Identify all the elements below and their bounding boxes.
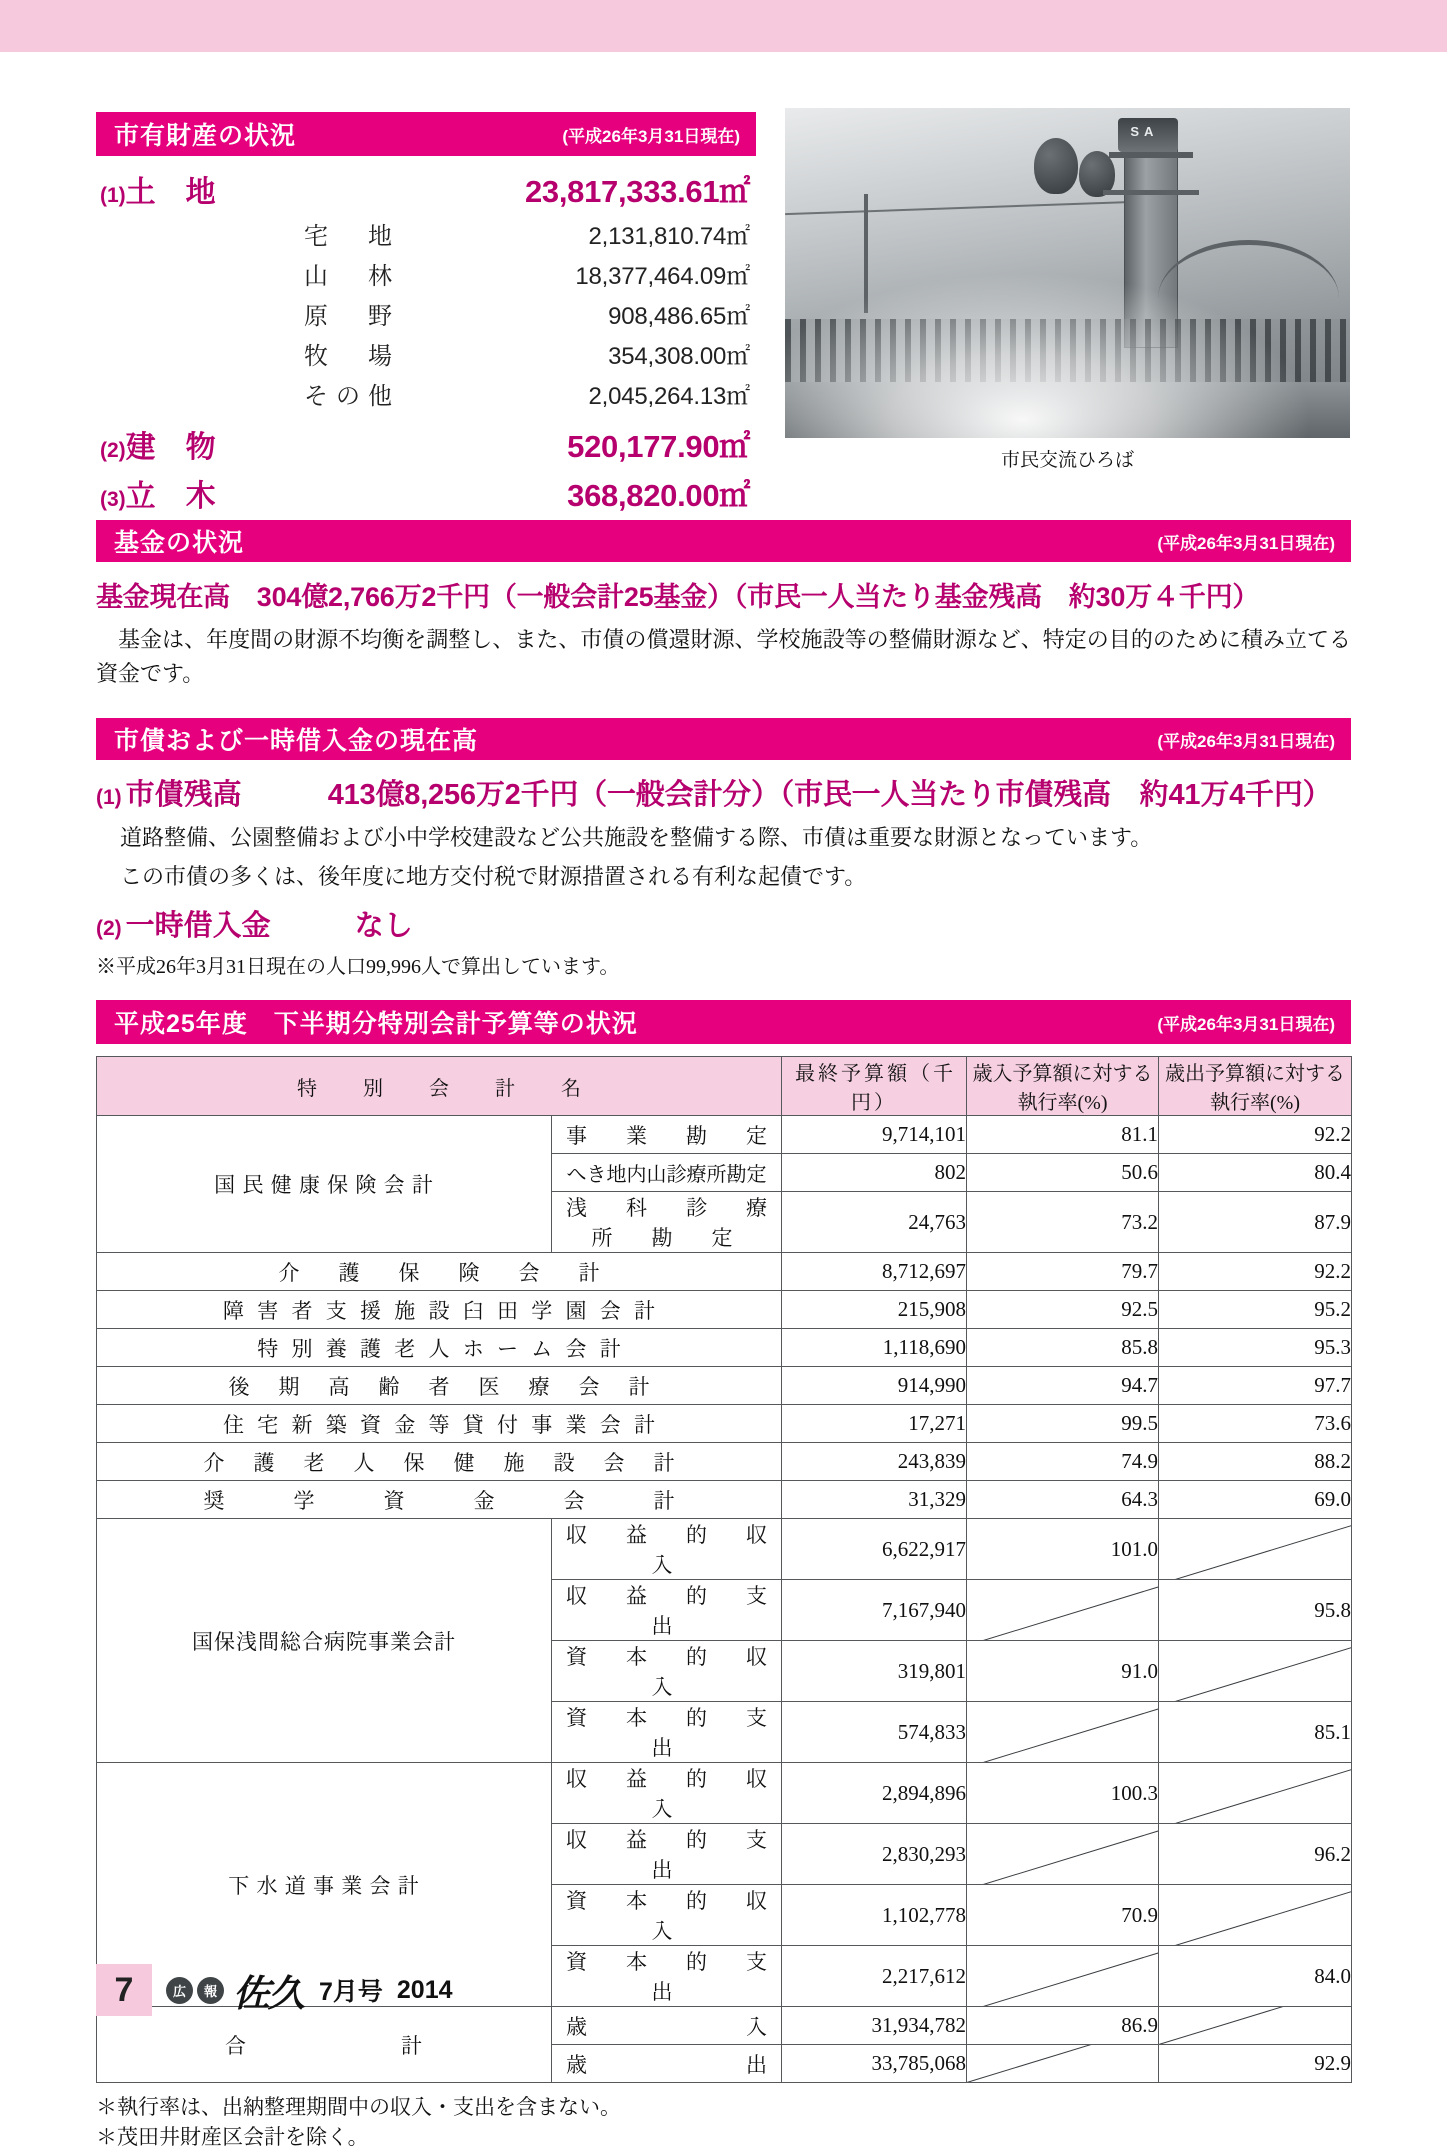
property-name-land: 土 地	[125, 176, 216, 209]
fund-section-date: (平成26年3月31日現在)	[1157, 533, 1335, 553]
table-row	[97, 1253, 1352, 1291]
property-row-land	[96, 166, 756, 211]
table-row	[97, 1481, 1352, 1519]
table-row	[97, 1116, 1352, 1154]
property-section-bar	[96, 112, 756, 156]
photo-tower-sign	[1118, 118, 1178, 152]
cell-expenditure-exec-rate	[1159, 1763, 1352, 1824]
land-breakdown-row	[96, 216, 756, 251]
cell-revenue-exec-rate: 73.2	[967, 1192, 1159, 1253]
cell-final-budget: 802	[782, 1154, 967, 1192]
cell-final-budget: 1,118,690	[782, 1329, 967, 1367]
cell-expenditure-exec-rate: 85.1	[1159, 1702, 1352, 1763]
cell-expenditure-exec-rate: 88.2	[1159, 1443, 1352, 1481]
cell-expenditure-exec-rate	[1159, 1885, 1352, 1946]
section-bond	[96, 718, 1351, 979]
property-value-land: 23,817,333.61㎡	[524, 174, 750, 209]
bond-item2-value: なし	[354, 910, 413, 942]
cell-final-budget: 31,934,782	[782, 2007, 967, 2045]
table-row	[97, 1367, 1352, 1405]
table-note-2: ＊茂田井財産区会計を除く。	[96, 2124, 369, 2149]
cell-account-sub: 歳 入	[552, 2007, 782, 2045]
cell-expenditure-exec-rate: 95.8	[1159, 1580, 1352, 1641]
table-section-bar	[96, 1000, 1351, 1044]
cell-revenue-exec-rate: 74.9	[967, 1443, 1159, 1481]
property-no-land: (1)	[100, 184, 126, 207]
cell-account-sub: 収 益 的 収 入	[552, 1763, 782, 1824]
land-breakdown-value: 908,486.65㎡	[608, 303, 750, 330]
cell-account-name: 介 護 老 人 保 健 施 設 会 計	[97, 1443, 782, 1481]
property-section-date: (平成26年3月31日現在)	[562, 126, 740, 146]
cell-account-sub: 歳 出	[552, 2045, 782, 2083]
cell-expenditure-exec-rate	[1159, 2007, 1352, 2045]
cell-revenue-exec-rate: 92.5	[967, 1291, 1159, 1329]
bond-item2-no: (2)	[96, 917, 122, 940]
table-section-date: (平成26年3月31日現在)	[1157, 1014, 1335, 1034]
cell-account-name: 障 害 者 支 援 施 設 臼 田 学 園 会 計	[97, 1291, 782, 1329]
cell-expenditure-exec-rate: 92.9	[1159, 2045, 1352, 2083]
cell-revenue-exec-rate	[967, 2045, 1159, 2083]
table-note-1: ＊執行率は、出納整理期間中の収入・支出を含まない。	[96, 2095, 621, 2119]
cell-account-group: 合 計	[97, 2007, 552, 2083]
cell-account-sub: へき地内山診療所勘定	[552, 1154, 782, 1192]
cell-final-budget: 2,894,896	[782, 1763, 967, 1824]
bond-item1-no: (1)	[96, 786, 122, 809]
table-body	[97, 1116, 1352, 2083]
table-row	[97, 1329, 1352, 1367]
land-breakdown-name: 牧 場	[304, 343, 400, 370]
cell-revenue-exec-rate: 79.7	[967, 1253, 1159, 1291]
cell-account-name: 後 期 高 齢 者 医 療 会 計	[97, 1367, 782, 1405]
cell-expenditure-exec-rate	[1159, 1519, 1352, 1580]
table-row	[97, 1519, 1352, 1580]
land-breakdown-row	[96, 376, 756, 411]
cell-final-budget: 6,622,917	[782, 1519, 967, 1580]
cell-account-sub: 収 益 的 収 入	[552, 1519, 782, 1580]
fund-section-bar	[96, 520, 1351, 562]
masthead-logo: 佐久	[233, 1971, 303, 2015]
photo-balloon	[1034, 138, 1078, 194]
cell-expenditure-exec-rate: 87.9	[1159, 1192, 1352, 1253]
property-no-building: (2)	[100, 439, 126, 462]
cell-account-name: 介 護 保 険 会 計	[97, 1253, 782, 1291]
table-section-title: 平成25年度 下半期分特別会計予算等の状況	[114, 1010, 638, 1038]
cell-account-sub: 収 益 的 支 出	[552, 1824, 782, 1885]
page-footer	[96, 1963, 796, 2017]
property-no-timber: (3)	[100, 488, 126, 511]
land-breakdown-value: 2,045,264.13㎡	[588, 383, 750, 410]
section-fund	[96, 520, 1351, 691]
cell-revenue-exec-rate: 86.9	[967, 2007, 1159, 2045]
fund-section-title: 基金の状況	[114, 529, 245, 557]
property-name-timber: 立 木	[125, 480, 216, 513]
cell-final-budget: 215,908	[782, 1291, 967, 1329]
cell-final-budget: 1,102,778	[782, 1885, 967, 1946]
cell-account-sub: 事 業 勘 定	[552, 1116, 782, 1154]
cell-expenditure-exec-rate: 80.4	[1159, 1154, 1352, 1192]
special-accounts-table	[96, 1056, 1352, 2083]
header-final-budget: 最終予算額（千円）	[782, 1057, 967, 1116]
cell-expenditure-exec-rate: 95.3	[1159, 1329, 1352, 1367]
cell-final-budget: 31,329	[782, 1481, 967, 1519]
cell-revenue-exec-rate: 99.5	[967, 1405, 1159, 1443]
property-label-timber	[96, 471, 346, 515]
cell-final-budget: 24,763	[782, 1192, 967, 1253]
section-city-property	[96, 112, 756, 515]
header-expenditure-exec-rate: 歳出予算額に対する執行率(%)	[1159, 1057, 1352, 1116]
property-label-land	[96, 167, 346, 211]
cell-revenue-exec-rate: 70.9	[967, 1885, 1159, 1946]
cell-expenditure-exec-rate: 96.2	[1159, 1824, 1352, 1885]
header-account-name: 特 別 会 計 名	[97, 1057, 782, 1116]
cell-final-budget: 7,167,940	[782, 1580, 967, 1641]
cell-expenditure-exec-rate: 92.2	[1159, 1116, 1352, 1154]
cell-final-budget: 914,990	[782, 1367, 967, 1405]
land-breakdown-value: 18,377,464.09㎡	[575, 263, 750, 290]
table-row	[97, 1763, 1352, 1824]
bond-item2-label: 一時借入金	[125, 910, 271, 942]
photo-caption: 市民交流ひろば	[1000, 450, 1134, 471]
bond-item1-label: 市債残高	[125, 779, 242, 811]
property-value-timber: 368,820.00㎡	[567, 478, 750, 513]
page-number: 7	[114, 1970, 134, 2009]
bond-section-bar	[96, 718, 1351, 760]
header-revenue-exec-rate: 歳入予算額に対する執行率(%)	[967, 1057, 1159, 1116]
cell-account-sub: 資 本 的 収 入	[552, 1641, 782, 1702]
cell-final-budget: 243,839	[782, 1443, 967, 1481]
cell-expenditure-exec-rate: 84.0	[1159, 1946, 1352, 2007]
table-row	[97, 1443, 1352, 1481]
cell-revenue-exec-rate	[967, 1580, 1159, 1641]
page-number-box	[96, 1964, 152, 2016]
cell-expenditure-exec-rate: 73.6	[1159, 1405, 1352, 1443]
bond-population-note: ※平成26年3月31日現在の人口99,996人で算出しています。	[96, 956, 620, 978]
cell-expenditure-exec-rate: 92.2	[1159, 1253, 1352, 1291]
table-notes	[96, 2093, 1351, 2153]
cell-expenditure-exec-rate: 69.0	[1159, 1481, 1352, 1519]
bond-body-2: この市債の多くは、後年度に地方交付税で財源措置される有利な起債です。	[120, 864, 867, 889]
cell-final-budget: 8,712,697	[782, 1253, 967, 1291]
cell-revenue-exec-rate: 85.8	[967, 1329, 1159, 1367]
cell-account-sub: 収 益 的 支 出	[552, 1580, 782, 1641]
cell-revenue-exec-rate: 91.0	[967, 1641, 1159, 1702]
year-label: 2014	[396, 1975, 453, 2004]
cell-final-budget: 17,271	[782, 1405, 967, 1443]
photo-water-spray	[785, 253, 1350, 438]
property-name-building: 建 物	[125, 431, 216, 464]
land-breakdown-row	[96, 296, 756, 331]
cell-account-sub: 資 本 的 収 入	[552, 1885, 782, 1946]
cell-expenditure-exec-rate	[1159, 1641, 1352, 1702]
land-breakdown-name: 原 野	[304, 303, 400, 330]
cell-account-group: 下 水 道 事 業 会 計	[97, 1763, 552, 2007]
table-row	[97, 1291, 1352, 1329]
cell-final-budget: 33,785,068	[782, 2045, 967, 2083]
cell-final-budget: 574,833	[782, 1702, 967, 1763]
fund-headline: 基金現在高 304億2,766万2千円（一般会計25基金）（市民一人当たり基金残高 約30万４千円）	[96, 582, 1260, 612]
cell-revenue-exec-rate	[967, 1702, 1159, 1763]
cell-revenue-exec-rate	[967, 1946, 1159, 2007]
property-section-title: 市有財産の状況	[114, 122, 297, 150]
bond-section-date: (平成26年3月31日現在)	[1157, 731, 1335, 751]
bond-body-1: 道路整備、公園整備および小中学校建設など公共施設を整備する際、市債は重要な財源となっています。	[120, 825, 1153, 850]
land-breakdown-row	[96, 256, 756, 291]
cell-account-sub: 浅 科 診 療 所 勘 定	[552, 1192, 782, 1253]
cell-account-sub: 資 本 的 支 出	[552, 1946, 782, 2007]
bond-item1	[96, 772, 1351, 813]
cell-revenue-exec-rate: 50.6	[967, 1154, 1159, 1192]
land-breakdown-row	[96, 336, 756, 371]
cell-final-budget: 319,801	[782, 1641, 967, 1702]
property-value-building: 520,177.90㎡	[567, 429, 750, 464]
table-row	[97, 1405, 1352, 1443]
bond-section-title: 市債および一時借入金の現在高	[114, 727, 479, 755]
cell-account-name: 住 宅 新 築 資 金 等 貸 付 事 業 会 計	[97, 1405, 782, 1443]
cell-revenue-exec-rate: 81.1	[967, 1116, 1159, 1154]
cell-revenue-exec-rate: 94.7	[967, 1367, 1159, 1405]
ho-badge-icon: 報	[197, 1977, 224, 2004]
cell-revenue-exec-rate: 100.3	[967, 1763, 1159, 1824]
cell-final-budget: 2,217,612	[782, 1946, 967, 2007]
land-breakdown-name: 宅 地	[304, 223, 400, 250]
koho-badge-icon: 広	[166, 1977, 193, 2004]
cell-revenue-exec-rate	[967, 1824, 1159, 1885]
cell-account-group: 国 民 健 康 保 険 会 計	[97, 1116, 552, 1253]
photo-sign-text: SA	[1130, 123, 1159, 139]
cell-expenditure-exec-rate: 95.2	[1159, 1291, 1352, 1329]
cell-account-name: 奨 学 資 金 会 計	[97, 1481, 782, 1519]
cell-account-sub: 資 本 的 支 出	[552, 1702, 782, 1763]
cell-final-budget: 9,714,101	[782, 1116, 967, 1154]
cell-account-group: 国保浅間総合病院事業会計	[97, 1519, 552, 1763]
issue-label: 7月号	[319, 1978, 383, 2006]
fund-body-text: 基金は、年度間の財源不均衡を調整し、また、市債の償還財源、学校施設等の整備財源など、特定の目的のために積み立てる資金です。	[96, 627, 1351, 687]
land-breakdown-name: 山 林	[304, 263, 400, 290]
photo-block	[785, 108, 1350, 472]
land-breakdown-value: 2,131,810.74㎡	[588, 223, 750, 250]
cell-revenue-exec-rate: 64.3	[967, 1481, 1159, 1519]
cell-final-budget: 2,830,293	[782, 1824, 967, 1885]
plaza-photo	[785, 108, 1350, 438]
bond-item1-value: 413億8,256万2千円（一般会計分）（市民一人当たり市債残高 約41万4千円）	[327, 779, 1332, 811]
property-row-building	[96, 421, 756, 466]
bond-item2	[96, 903, 1351, 944]
land-breakdown-value: 354,308.00㎡	[608, 343, 750, 370]
cell-expenditure-exec-rate: 97.7	[1159, 1367, 1352, 1405]
land-breakdown-name: その他	[304, 383, 400, 410]
cell-account-name: 特 別 養 護 老 人 ホ ー ム 会 計	[97, 1329, 782, 1367]
property-row-timber	[96, 470, 756, 515]
cell-revenue-exec-rate: 101.0	[967, 1519, 1159, 1580]
table-header-row	[97, 1057, 1352, 1116]
property-label-building	[96, 422, 346, 466]
